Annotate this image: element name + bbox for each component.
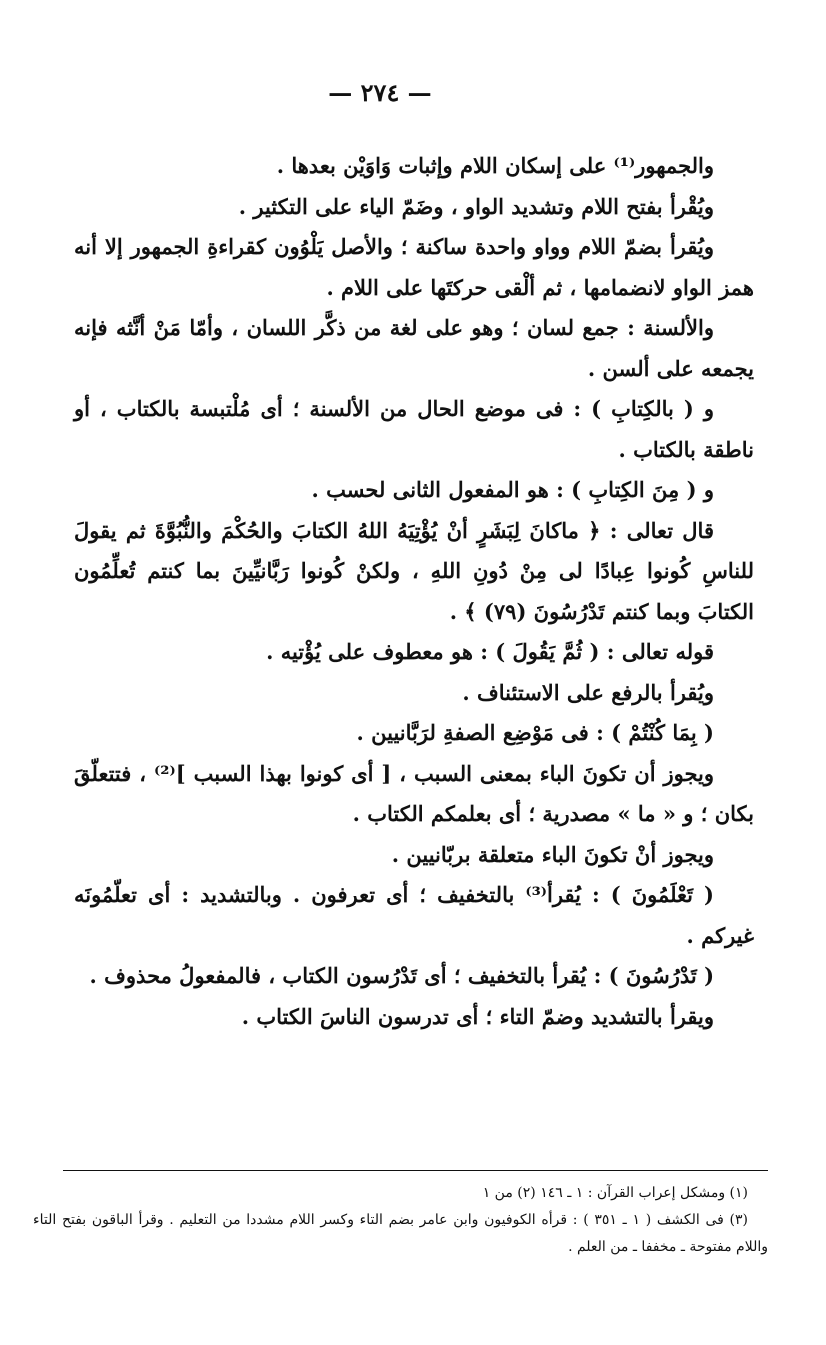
paragraph: و ( مِنَ الكِتابِ ) : هو المفعول الثانى لحسب . [311,477,714,502]
footnote: (١) ومشكل إعراب القرآن : ١ ـ ١٤٦ (٢) من ١ [482,1185,748,1201]
paragraph: والجمهور⁽¹⁾ على إسكان اللام وإثبات وَاوَيْن بعدها . [276,153,714,178]
paragraph: ( تَدْرُسُونَ ) : يُقرأ بالتخفيف ؛ أى تَدْرُسون الكتاب ، فالمفعولُ محذوف . [89,963,714,988]
paragraph: ويُقْرأ بفتح اللام وتشديد الواو ، وضَمّ الياء على التكثير . [238,193,714,219]
footnote: (٣) فى الكشف ( ١ ـ ٣٥١ ) : قرأه الكوفيون وابن عامر بضم التاء وكسر اللام مشددا من التعليم . وقرأ الباقون بفتح التاء واللام مفتوحة ـ مخففا ـ من العلم . [33,1212,768,1255]
footnote-divider [63,1170,768,1171]
paragraph: ويقرأ بالتشديد وضمّ التاء ؛ أى تدرسون الناسَ الكتاب . [241,1003,714,1029]
paragraph: ( تَعْلَمُونَ ) : يُقرأ⁽³⁾ بالتخفيف ؛ أى تعرفون . وبالتشديد : أى تعلّمُونَه غيركم . [74,882,754,948]
page-number: — ٢٧٤ — [328,78,432,107]
paragraph: ويُقرأ بالرفع على الاستئناف . [462,679,714,705]
paragraph: ويجوز أنْ تكونَ الباء متعلقة بربّانيين . [391,841,714,867]
paragraph: قوله تعالى : ( ثُمَّ يَقُولَ ) : هو معطوف على يُؤْتيه . [266,639,714,664]
paragraph: ويُقرأ بضمّ اللام وواو واحدة ساكنة ؛ والأصل يَلْوُون كقراءةِ الجمهور إلا أنه همز الواو لانضمامها ، ثم ألْقى حركتَها على اللام . [74,234,754,300]
paragraph: ويجوز أن تكونَ الباء بمعنى السبب ، [ أى كونوا بهذا السبب ]⁽²⁾ ، فتتعلّقَ بكان ؛ و « ما » مصدرية ؛ أى بعلمكم الكتاب . [74,760,754,826]
paragraph: ( بِمَا كُنْتُمْ ) : فى مَوْضِع الصفةِ لرَبَّانيين . [356,720,714,745]
footnotes [33,1180,768,1261]
paragraph: قال تعالى : ﴿ ماكانَ لِبَشَرٍ أنْ يُؤْتِيَهُ اللهُ الكتابَ والحُكْمَ والنُّبُوَّةَ ثم يقولَ للناسِ كُونوا عِبادًا لى مِنْ دُونِ اللهِ ، ولكنْ كُونوا رَبَّانيِّينَ بما كنتم تُعلِّمُون الكتابَ وبما كنتم تَدْرُسُونَ (٧٩) ﴾ . [74,517,754,624]
main-text [74,146,754,1037]
paragraph: والألسنة : جمع لسان ؛ وهو على لغة من ذكَّر اللسان ، وأمّا مَنْ أنَّثه فإنه يجمعه على ألسن . [74,315,754,381]
paragraph: و ( بالكِتابِ ) : فى موضع الحال من الألسنة ؛ أى مُلْتبسة بالكتاب ، أو ناطقة بالكتاب . [74,396,754,462]
